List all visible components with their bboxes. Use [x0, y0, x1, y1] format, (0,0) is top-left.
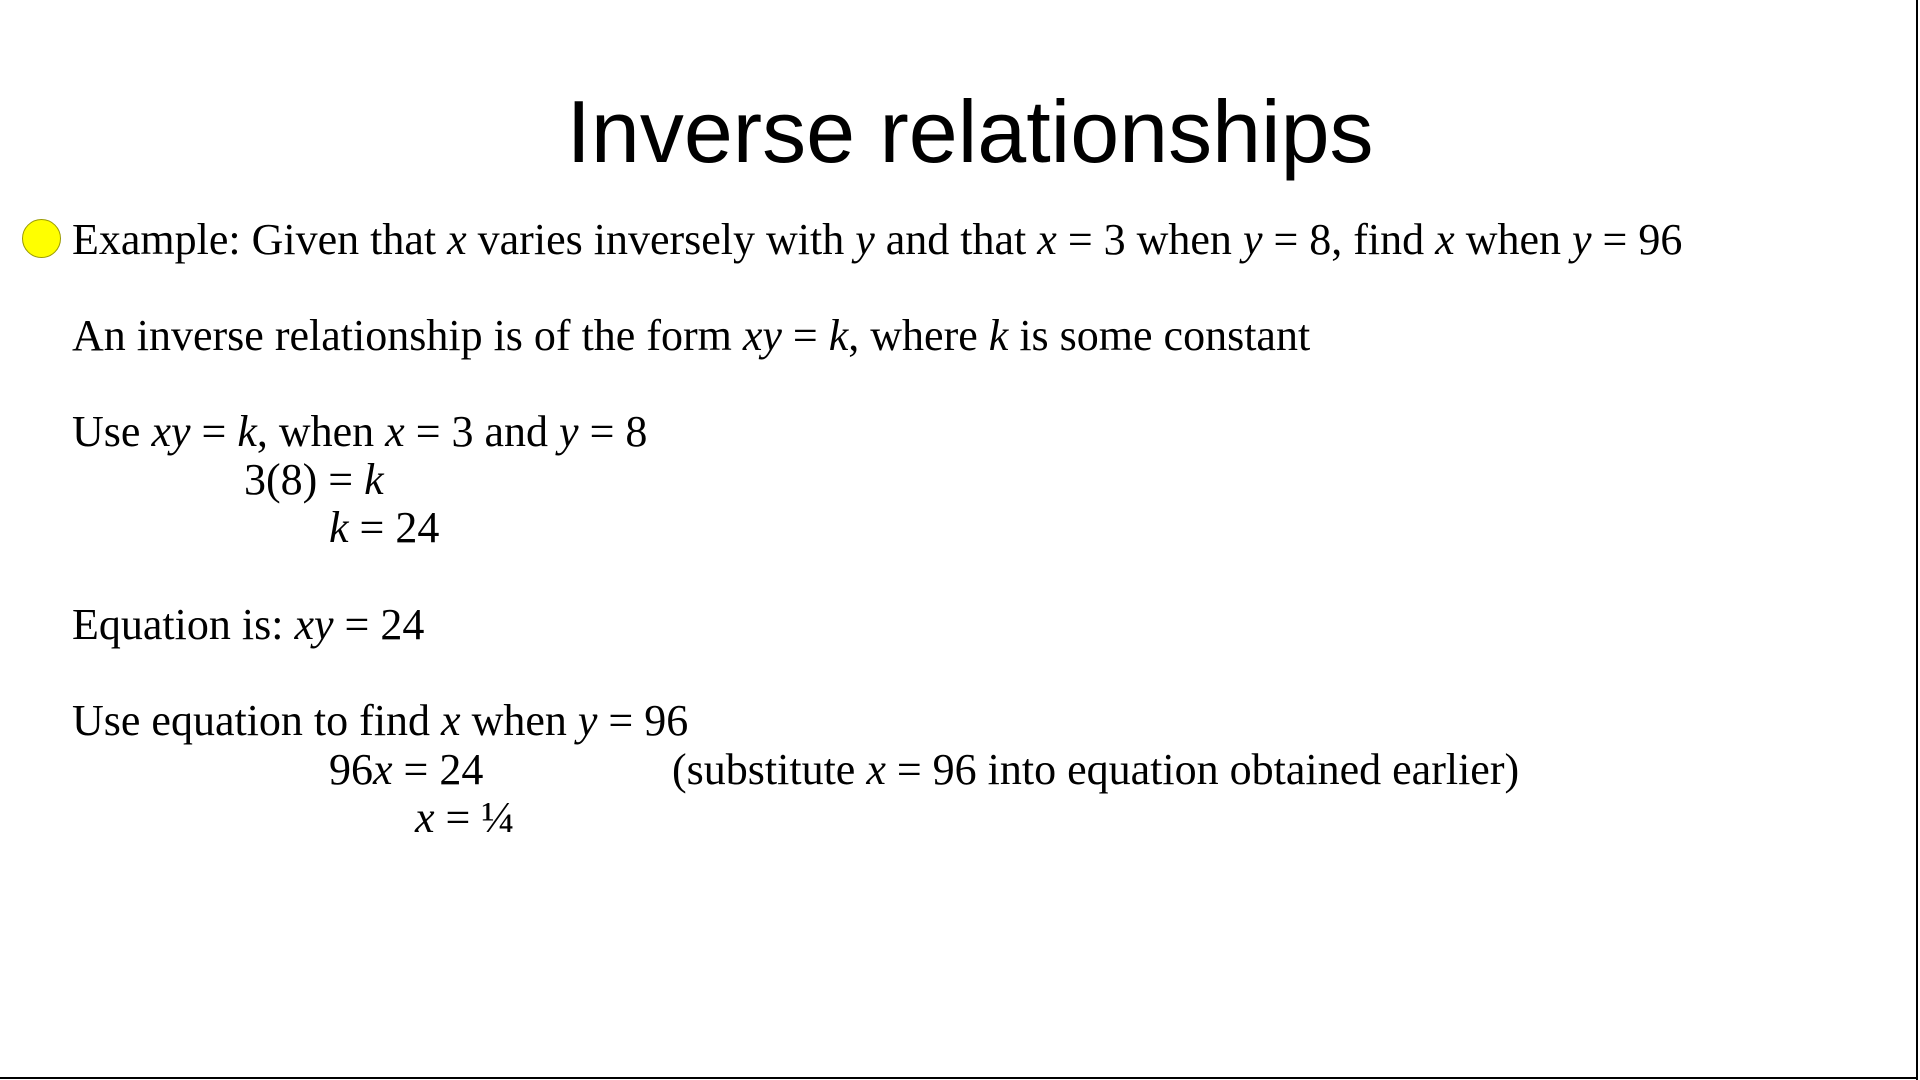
slide-bottom-border [0, 1077, 1918, 1079]
substitution-note: (substitute x = 96 into equation obtained earlier) [672, 745, 1520, 794]
solve-equation-line: 96x = 24 [329, 745, 484, 794]
answer-line: x = ¼ [415, 793, 515, 842]
slide-title: Inverse relationships [566, 82, 1374, 181]
use-xy-k-step: Use xy = k, when x = 3 and y = 8 [72, 407, 648, 456]
use-equation-step: Use equation to find x when y = 96 [72, 696, 689, 745]
equation-line: Equation is: xy = 24 [72, 600, 425, 649]
substitution-line: 3(8) = k [244, 455, 384, 504]
yellow-bullet-marker [22, 219, 61, 258]
k-value-line: k = 24 [329, 503, 440, 552]
example-statement: Example: Given that x varies inversely with y and that x = 3 when y = 8, find x when y = 96 [72, 215, 1683, 264]
inverse-definition: An inverse relationship is of the form xy = k, where k is some constant [72, 311, 1311, 360]
